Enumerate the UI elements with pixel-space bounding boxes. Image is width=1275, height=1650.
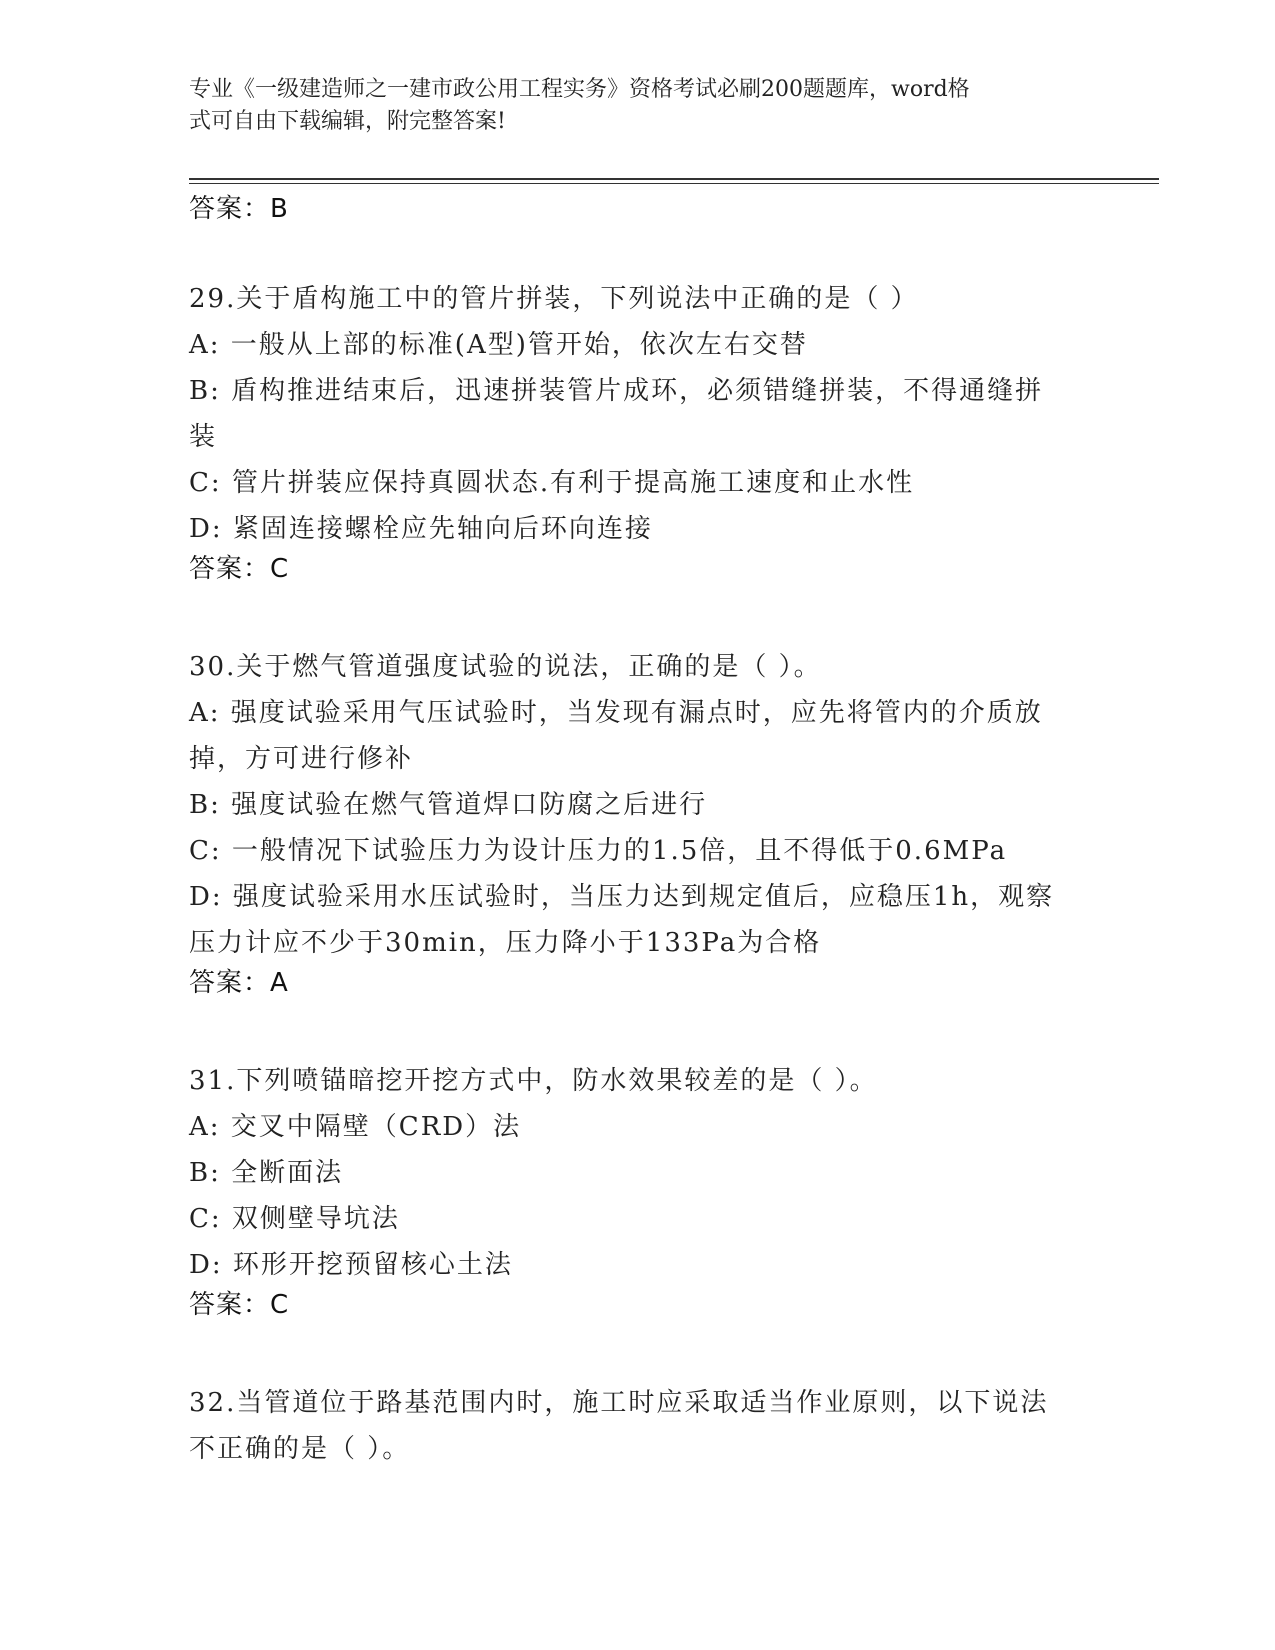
question-30-option-c: C: 一般情况下试验压力为设计压力的1.5倍，且不得低于0.6MPa xyxy=(189,836,1008,866)
question-29-option-b-cont: 装 xyxy=(189,422,218,452)
question-29 xyxy=(189,276,1089,552)
question-31-option-b: B: 全断面法 xyxy=(189,1158,344,1188)
question-30-option-d: D: 强度试验采用水压试验时，当压力达到规定值后，应稳压1h，观察 xyxy=(189,882,1055,912)
header-divider-thin xyxy=(189,183,1159,184)
header-divider-thick xyxy=(189,178,1159,180)
question-32-stem: 32.当管道位于路基范围内时，施工时应采取适当作业原则，以下说法 xyxy=(189,1388,1049,1418)
question-30-option-a: A: 强度试验采用气压试验时，当发现有漏点时，应先将管内的介质放 xyxy=(189,698,1043,728)
question-30-option-d-cont: 压力计应不少于30min，压力降小于133Pa为合格 xyxy=(189,928,822,958)
question-31-option-a: A: 交叉中隔壁（CRD）法 xyxy=(189,1112,522,1142)
question-29-option-d: D: 紧固连接螺栓应先轴向后环向连接 xyxy=(189,514,653,544)
question-29-option-a: A: 一般从上部的标准(A型)管开始，依次左右交替 xyxy=(189,330,808,360)
header-line-1: 专业《一级建造师之一建市政公用工程实务》资格考试必刷200题题库，word格 xyxy=(189,77,970,102)
document-header xyxy=(189,74,1069,138)
question-29-option-b: B: 盾构推进结束后，迅速拼装管片成环，必须错缝拼装，不得通缝拼 xyxy=(189,376,1044,406)
question-30-option-a-cont: 掉，方可进行修补 xyxy=(189,744,414,774)
header-line-2: 式可自由下载编辑，附完整答案! xyxy=(189,109,506,134)
answer-29: 答案：C xyxy=(189,554,290,584)
question-32 xyxy=(189,1380,1089,1472)
question-31-option-c: C: 双侧壁导坑法 xyxy=(189,1204,400,1234)
answer-31: 答案：C xyxy=(189,1290,290,1320)
question-31-option-d: D: 环形开挖预留核心土法 xyxy=(189,1250,513,1280)
question-32-stem-cont: 不正确的是（ ）。 xyxy=(189,1434,411,1464)
answer-28: 答案：B xyxy=(189,194,289,224)
answer-30: 答案：A xyxy=(189,968,289,998)
question-29-stem: 29.关于盾构施工中的管片拼装，下列说法中正确的是（ ） xyxy=(189,284,919,314)
question-30-option-b: B: 强度试验在燃气管道焊口防腐之后进行 xyxy=(189,790,708,820)
question-29-option-c: C: 管片拼装应保持真圆状态.有利于提高施工速度和止水性 xyxy=(189,468,915,498)
question-30 xyxy=(189,644,1089,966)
question-31 xyxy=(189,1058,1089,1288)
question-30-stem: 30.关于燃气管道强度试验的说法，正确的是（ ）。 xyxy=(189,652,822,682)
question-31-stem: 31.下列喷锚暗挖开挖方式中，防水效果较差的是（ ）。 xyxy=(189,1066,878,1096)
